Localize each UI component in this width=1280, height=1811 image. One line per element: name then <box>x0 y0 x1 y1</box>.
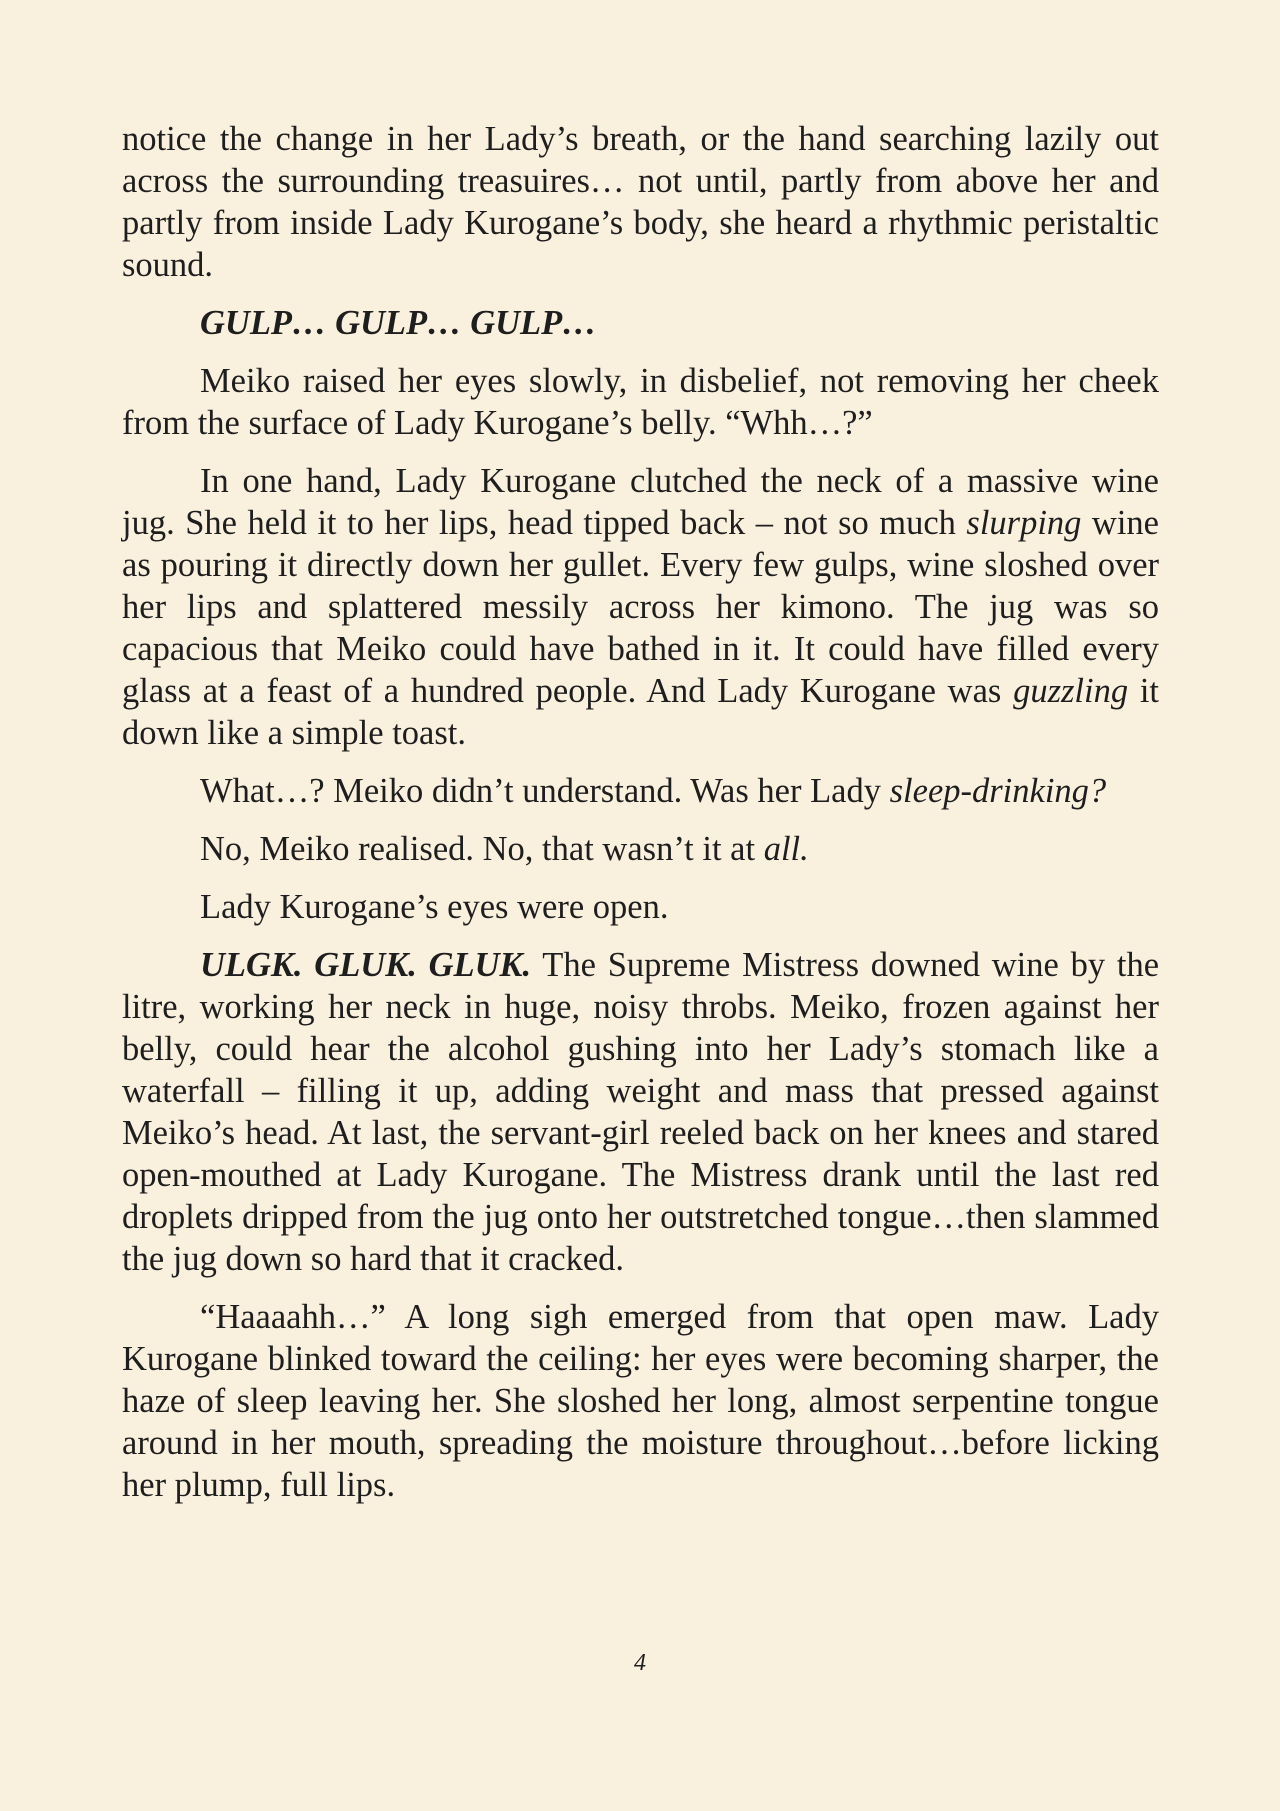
paragraph-5-emphasis-sleep-drinking: sleep-drinking? <box>889 772 1107 810</box>
paragraph-6 <box>122 828 1159 870</box>
paragraph-6-text-a: No, Meiko realised. No, that wasn’t it at <box>200 830 764 868</box>
page-number: 4 <box>634 1650 646 1676</box>
paragraph-1: notice the change in her Lady’s breath, or the hand searching lazily out across the surrounding treasuires… not until, partly from above her and partly from inside Lady Kurogane’s body, she heard a rhythmic peristaltic sound. <box>122 120 1159 284</box>
paragraph-8 <box>122 944 1159 1280</box>
paragraph-8-sound-effect: ULGK. GLUK. GLUK. <box>200 946 532 984</box>
paragraph-5 <box>122 770 1159 812</box>
paragraph-4-text-e: it down like a simple toast. <box>122 672 1160 752</box>
paragraph-5-text-a: What…? Meiko didn’t understand. Was her Lady <box>200 772 890 810</box>
page-body <box>122 118 1159 1522</box>
paragraph-2-sound-effect: GULP… GULP… GULP… <box>200 304 597 342</box>
paragraph-4-emphasis-slurping: slurping <box>966 504 1082 542</box>
paragraph-4-emphasis-guzzling: guzzling <box>1013 672 1129 710</box>
paragraph-4 <box>122 460 1159 754</box>
paragraph-4-text-a: In one hand, Lady Kurogane clutched the neck of a massive wine jug. She held it to her lips, head tipped back – not so much <box>122 462 1159 542</box>
paragraph-7: Lady Kurogane’s eyes were open. <box>200 888 669 926</box>
paragraph-8-text: The Supreme Mistress downed wine by the litre, working her neck in huge, noisy throbs. Meiko, frozen against her belly, could hear the alcohol gushing into her Lady’s stomach like a waterfall – filling it up, adding weight and mass that pressed against Meiko’s head. At last, the servant-girl reeled back on her knees and stared open-mouthed at Lady Kurogane. The Mistress drank until the last red droplets dripped from the jug onto her outstretched tongue…then slammed the jug down so hard that it cracked. <box>122 946 1160 1278</box>
paragraph-3: Meiko raised her eyes slowly, in disbelief, not removing her cheek from the surface of Lady Kurogane’s belly. “Whh…?” <box>122 362 1159 442</box>
paragraph-9: “Haaaahh…” A long sigh emerged from that open maw. Lady Kurogane blinked toward the ceiling: her eyes were becoming sharper, the haze of sleep leaving her. She sloshed her long, almost serpentine tongue around in her mouth, spreading the moisture throughout…before licking her plump, full lips. <box>122 1298 1159 1504</box>
paragraph-4-text-c: wine as pouring it directly down her gullet. Every few gulps, wine sloshed over her lips and splattered messily across her kimono. The jug was so capacious that Meiko could have bathed in it. It could have filled every glass at a feast of a hundred people. And Lady Kurogane was <box>122 504 1159 710</box>
paragraph-6-emphasis-all: all. <box>763 830 809 868</box>
